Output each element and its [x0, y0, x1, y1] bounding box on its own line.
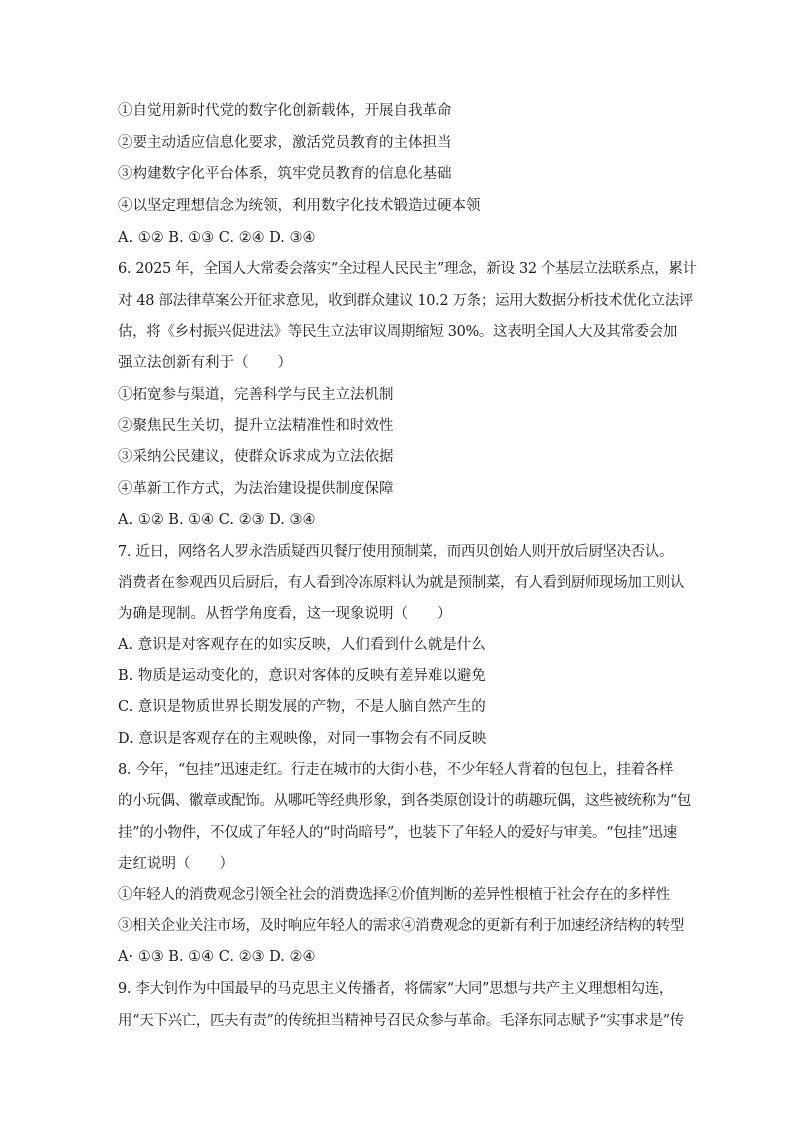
- q7-stem-line-3: 为确是现制。从哲学角度看，这一现象说明（ ）: [118, 606, 452, 622]
- q8-stem-line-4: 走红说明（ ）: [118, 856, 234, 872]
- q7-option-a: A. 意识是对客观存在的如实反映，人们看到什么就是什么: [118, 637, 486, 653]
- q7-option-c: C. 意识是物质世界长期发展的产物，不是人脑自然产生的: [118, 699, 486, 715]
- q8-options-line-2: ③相关企业关注市场，及时响应年轻人的需求④消费观念的更新有利于加速经济结构的转型: [118, 918, 684, 934]
- q7-option-b: B. 物质是运动变化的，意识对客体的反映有差异难以避免: [118, 668, 486, 684]
- q6-option-2: ②聚焦民生关切，提升立法精准性和时效性: [118, 418, 394, 434]
- q9-stem-line-2: 用“天下兴亡，匹夫有责”的传统担当精神号召民众参与革命。毛泽东同志赋予“实事求是”传: [118, 1013, 684, 1029]
- q8-stem-line-2: 的小玩偶、徽章或配饰。从哪吒等经典形象，到各类原创设计的萌趣玩偶，这些被统称为“包: [118, 793, 692, 809]
- q6-option-1: ①拓宽参与渠道，完善科学与民主立法机制: [118, 387, 394, 403]
- q8-stem-line-1: 8. 今年，“包挂”迅速走红。行走在城市的大街小巷，不少年轻人背着的包包上，挂着各样: [118, 762, 674, 778]
- q5-option-2: ②要主动适应信息化要求，激活党员教育的主体担当: [118, 135, 452, 151]
- q6-stem-line-3: 估，将《乡村振兴促进法》等民生立法审议周期缩短 30%。这表明全国人大及其常委会加: [118, 324, 677, 340]
- q6-option-4: ④革新工作方式，为法治建设提供制度保障: [118, 481, 394, 497]
- q7-stem-line-2: 消费者在参观西贝后厨后，有人看到冷冻原料认为就是预制菜，有人看到厨师现场加工则认: [118, 575, 684, 591]
- q5-option-4: ④以坚定理想信念为统领，利用数字化技术锻造过硬本领: [118, 198, 481, 214]
- q8-stem-line-3: 挂”的小物件，不仅成了年轻人的“时尚暗号”，也装下了年轻人的爱好与审美。“包挂”迅速: [118, 825, 677, 841]
- q5-option-1: ①自觉用新时代党的数字化创新载体，开展自我革命: [118, 103, 452, 119]
- q5-choices: A. ①② B. ①③ C. ②④ D. ③④: [118, 230, 316, 246]
- q6-stem-line-4: 强立法创新有利于（ ）: [118, 355, 292, 371]
- q6-stem-line-2: 对 48 部法律草案公开征求意见，收到群众建议 10.2 万条；运用大数据分析技术优化立法评: [118, 293, 694, 309]
- q7-stem-line-1: 7. 近日，网络名人罗永浩质疑西贝餐厅使用预制菜，而西贝创始人则开放后厨坚决否认。: [118, 544, 674, 560]
- q6-stem-line-1: 6. 2025 年，全国人大常委会落实“全过程人民民主”理念，新设 32 个基层立法联系点，累计: [118, 261, 697, 277]
- q8-choices: A· ①③ B. ①④ C. ②③ D. ②④: [118, 949, 316, 965]
- q7-option-d: D. 意识是客观存在的主观映像，对同一事物会有不同反映: [118, 731, 487, 747]
- q9-stem-line-1: 9. 李大钊作为中国最早的马克思主义传播者，将儒家“大同”思想与共产主义理想相勾连，: [118, 981, 674, 997]
- q8-options-line-1: ①年轻人的消费观念引领全社会的消费选择②价值判断的差异性根植于社会存在的多样性: [118, 887, 670, 903]
- q5-option-3: ③构建数字化平台体系，筑牢党员教育的信息化基础: [118, 166, 452, 182]
- q6-choices: A. ①② B. ①④ C. ②③ D. ③④: [118, 512, 316, 528]
- q6-option-3: ③采纳公民建议，使群众诉求成为立法依据: [118, 449, 394, 465]
